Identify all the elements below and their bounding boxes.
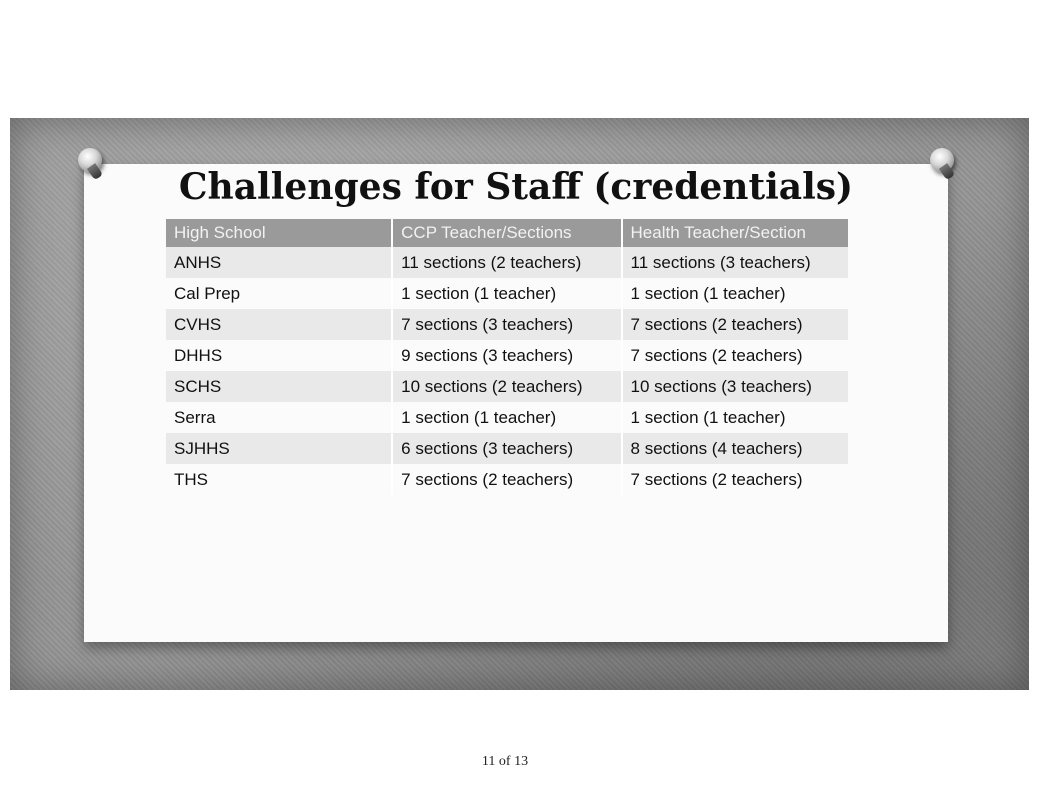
cell-health: 1 section (1 teacher) [623,278,848,309]
header-health-teacher-section: Health Teacher/Section [623,219,848,247]
table-row [166,340,848,371]
cell-ccp: 6 sections (3 teachers) [393,433,622,464]
cell-health: 11 sections (3 teachers) [623,247,848,278]
cell-ccp: 1 section (1 teacher) [393,402,622,433]
page-number: 11 of 13 [481,754,529,769]
cell-ccp: 10 sections (2 teachers) [393,371,622,402]
credentials-table [166,219,848,495]
table-row [166,402,848,433]
cell-ccp: 1 section (1 teacher) [393,278,622,309]
cell-school: Serra [166,402,393,433]
cell-school: CVHS [166,309,393,340]
cell-health: 7 sections (2 teachers) [623,464,848,495]
cell-health: 8 sections (4 teachers) [623,433,848,464]
slide-title: Challenges for Staff (credentials) [178,166,854,208]
cell-ccp: 7 sections (3 teachers) [393,309,622,340]
cell-health: 7 sections (2 teachers) [623,309,848,340]
header-ccp-teacher-sections: CCP Teacher/Sections [393,219,622,247]
table-row [166,464,848,495]
header-high-school: High School [166,219,393,247]
cell-school: SCHS [166,371,393,402]
table-row [166,278,848,309]
cell-school: ANHS [166,247,393,278]
cell-school: DHHS [166,340,393,371]
cell-ccp: 11 sections (2 teachers) [393,247,622,278]
cell-health: 1 section (1 teacher) [623,402,848,433]
cell-health: 7 sections (2 teachers) [623,340,848,371]
table-row [166,371,848,402]
table-header-row [166,219,848,247]
cell-ccp: 7 sections (2 teachers) [393,464,622,495]
cell-school: Cal Prep [166,278,393,309]
table-row [166,309,848,340]
table-row [166,433,848,464]
table-row [166,247,848,278]
cell-ccp: 9 sections (3 teachers) [393,340,622,371]
cell-school: THS [166,464,393,495]
cell-health: 10 sections (3 teachers) [623,371,848,402]
cell-school: SJHHS [166,433,393,464]
